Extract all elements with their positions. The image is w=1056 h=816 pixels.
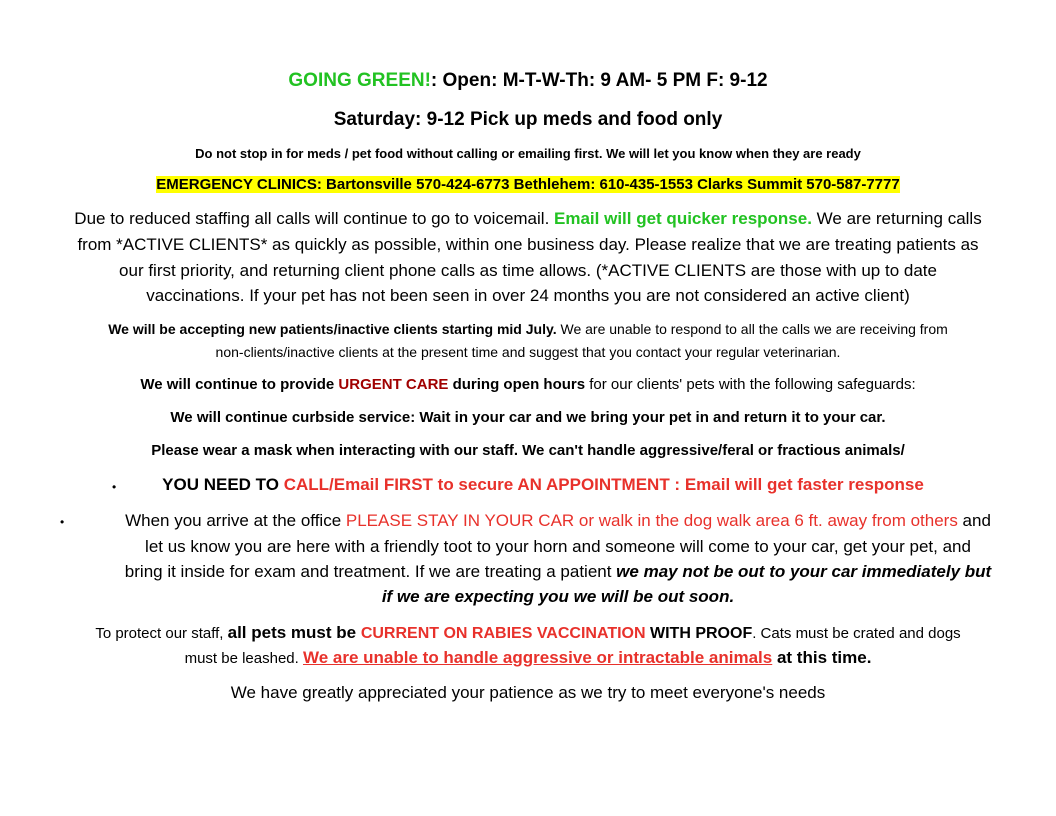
arrival-line-3: bring it inside for exam and treatment. If we are treating a patient we may not be out to your car immediately but: [124, 562, 992, 581]
staffing-line-1: Due to reduced staffing all calls will continue to go to voicemail. Email will get quicker response. We are returning calls: [74, 209, 982, 228]
staffing-line-4: vaccinations. If your pet has not been seen in over 24 months you are not considered an active client): [146, 286, 910, 305]
stay-in-car: PLEASE STAY IN YOUR CAR or walk in the dog walk area 6 ft. away from others: [345, 511, 958, 530]
going-green-label: GOING GREEN!: [288, 70, 431, 91]
emergency-line: [0, 176, 1056, 193]
new-patients-line-2: non-clients/inactive clients at the present time and suggest that you contact your regular veterinarian.: [215, 344, 841, 360]
urgent-care: URGENT CARE: [338, 376, 449, 393]
curbside-line: We will continue curbside service: Wait in your car and we bring your pet in and return it to your car.: [170, 409, 886, 426]
closing-line: We have greatly appreciated your patience as we try to meet everyone's needs: [230, 683, 826, 702]
mask-line: Please wear a mask when interacting with our staff. We can't handle aggressive/feral or fractious animals/: [151, 442, 905, 459]
saturday-hours: Saturday: 9-12 Pick up meds and food only: [333, 109, 723, 130]
staffing-line-2: from *ACTIVE CLIENTS* as quickly as possible, within one business day. Please realize that we are treating patients as: [77, 235, 979, 254]
meds-notice: Do not stop in for meds / pet food without calling or emailing first. We will let you know when they are ready: [195, 146, 861, 161]
new-patients-line-1: We will be accepting new patients/inactive clients starting mid July. We are unable to respond to all the calls we are receiving from: [108, 321, 948, 337]
rabies-line-2: must be leashed. We are unable to handle aggressive or intractable animals at this time.: [184, 648, 872, 667]
rabies-line-1: To protect our staff, all pets must be CURRENT ON RABIES VACCINATION WITH PROOF. Cats must be crated and dogs: [95, 623, 961, 642]
rabies-requirement: CURRENT ON RABIES VACCINATION: [360, 625, 646, 642]
arrival-line-2: let us know you are here with a friendly toot to your horn and someone will come to your car, get your pet, and: [145, 537, 971, 556]
aggressive-animals-notice: We are unable to handle aggressive or intractable animals: [302, 648, 773, 667]
urgent-care-line: We will continue to provide URGENT CARE during open hours for our clients' pets with the following safeguards:: [140, 376, 916, 393]
emergency-clinics: Bartonsville 570-424-6773 Bethlehem: 610-435-1553 Clarks Summit 570-587-7777: [321, 176, 900, 193]
arrival-line-1: When you arrive at the office PLEASE STAY IN YOUR CAR or walk in the dog walk area 6 ft. away from others and: [125, 511, 991, 530]
appointment-line: YOU NEED TO CALL/Email FIRST to secure AN APPOINTMENT : Email will get faster response: [162, 475, 924, 494]
open-hours: : Open: M-T-W-Th: 9 AM- 5 PM F: 9-12: [430, 70, 768, 91]
arrival-line-4: if we are expecting you we will be out soon.: [381, 587, 735, 606]
emergency-label: EMERGENCY CLINICS:: [156, 176, 322, 193]
bullet-2: •: [60, 515, 65, 529]
email-quicker: Email will get quicker response.: [554, 209, 812, 228]
call-email-first: CALL/Email FIRST to secure AN APPOINTMENT : Email will get faster response: [283, 475, 924, 494]
staffing-line-3: our first priority, and returning client phone calls as time allows. (*ACTIVE CLIENTS are those with up to date: [119, 261, 937, 280]
hours-line: [0, 70, 1056, 92]
bullet-1: •: [112, 480, 117, 494]
